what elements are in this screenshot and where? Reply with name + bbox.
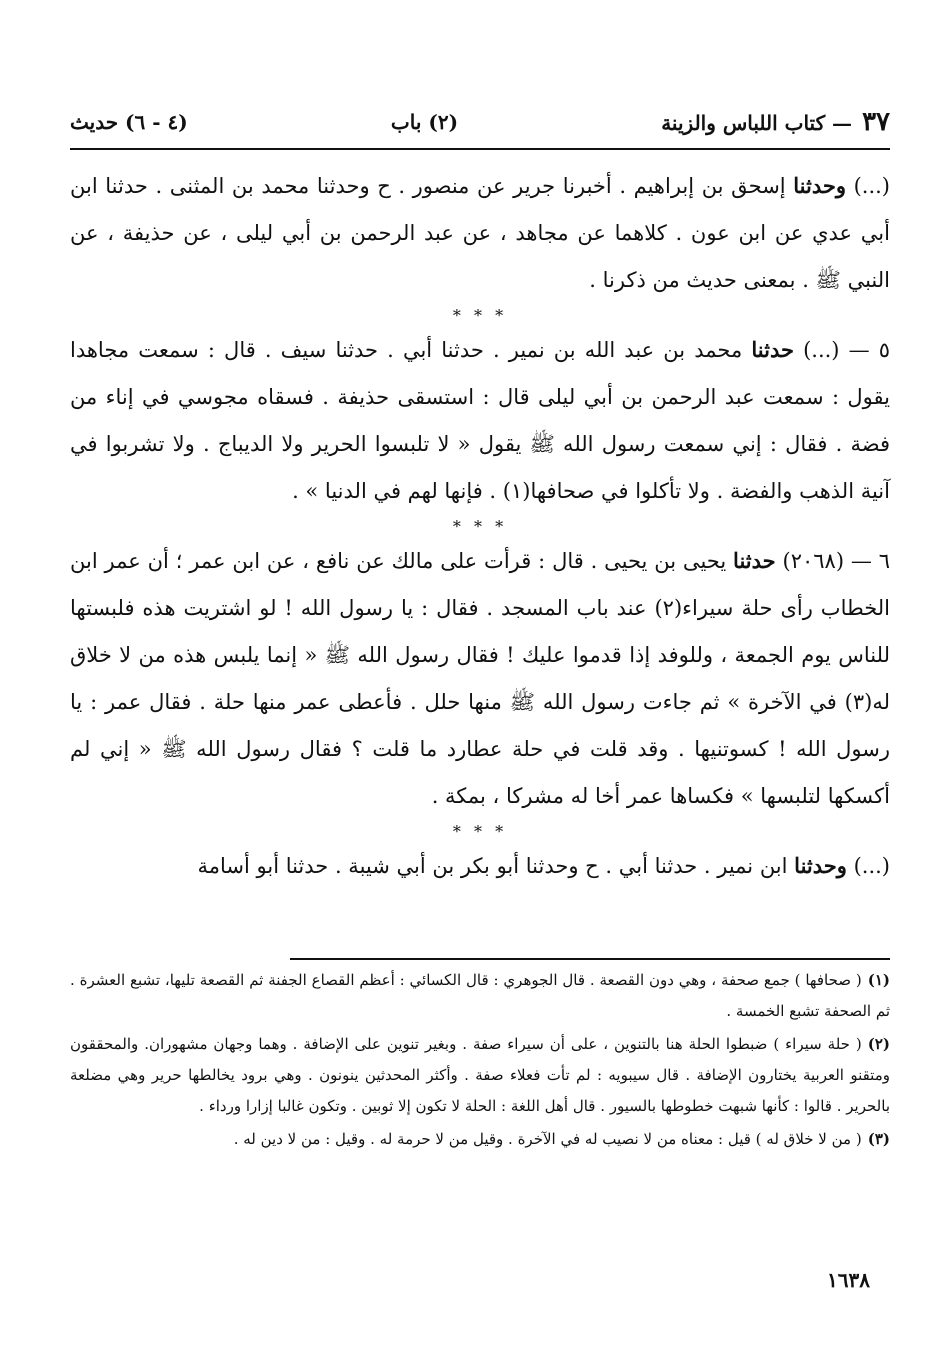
hadith-text: يحيى بن يحيى . قال : قرأت على مالك عن نافع ، عن ابن عمر ؛ أن عمر ابن الخطاب رأى حلة سيراء(٢) عند باب المسجد . فقال : يا رسول الله ! لو اشتريت هذه فلبستها للناس يوم الجمعة ، وللوفد إذا قدموا عليك ! فقال رسول الله ﷺ « إنما يلبس هذه من لا خلاق له(٣) في الآخرة » ثم جاءت رسول الله ﷺ منها حلل . فأعطى عمر منها حلة . فقال عمر : يا رسول الله ! كسوتنيها . وقد قلت في حلة عطارد ما قلت ؟ فقال رسول الله ﷺ « إني لم أكسكها لتلبسها » فكساها عمر أخا له مشركا ، بمكة . (70, 549, 890, 808)
narration-keyword: حدثنا (751, 337, 794, 362)
footnote-divider (290, 958, 890, 960)
hadith-prefix: ٥ — (...) (793, 338, 891, 362)
footnote-number: (١) (867, 971, 890, 989)
book-title: — كتاب اللباس والزينة (661, 111, 853, 135)
hadith-prefix: ٦ — (٢٠٦٨) (775, 549, 891, 573)
running-header (70, 100, 890, 144)
page-number: ١٦٣٨ (827, 1268, 870, 1292)
footnote-text: ( صحافها ) جمع صحفة ، وهي دون القصعة . قال الجوهري : قال الكسائي : أعظم القصاع الجفنة ثم القصعة تليها، تشبع العشرة . ثم الصحفة تشبع الخمسة . (70, 971, 890, 1020)
narration-keyword: وحدثنا (794, 853, 847, 878)
header-divider (70, 148, 890, 150)
footnote-text: ( حلة سيراء ) ضبطوا الحلة هنا بالتنوين ، على أن سيراء صفة . وبغير تنوين على الإضافة . وهما وجهان مشهوران. والمحققون ومتقنو العربية يختارون الإضافة . قال سيبويه : لم تأت فعلاء صفة . وأكثر المحدثين ينونون . وهي برود يخالطها حرير وهي مضلعة بالحرير . قالوا : كأنها شبهت خطوطها بالسيور . قال أهل اللغة : الحلة لا تكون إلا ثوبين . وتكون غالبا إزارا ورداء . (70, 1035, 890, 1115)
section-separator: * * * (452, 822, 508, 841)
hadith-prefix: (...) (846, 854, 890, 878)
section-separator: * * * (452, 517, 508, 536)
footnotes (70, 965, 890, 1157)
book-heading (661, 107, 890, 137)
section-separator: * * * (452, 306, 508, 325)
hadith-prefix: (...) (845, 174, 890, 198)
book-number: ٣٧ (862, 107, 890, 137)
hadith-text: محمد بن عبد الله بن نمير . حدثنا أبي . حدثنا سيف . قال : سمعت مجاهدا يقول : سمعت عبد الرحمن بن أبي ليلى قال : استسقى حذيفة . فسقاه مجوسي في إناء من فضة . فقال : إني سمعت رسول الله ﷺ يقول « لا تلبسوا الحرير ولا الديباج . ولا تشربوا في آنية الذهب والفضة . ولا تأكلوا في صحافها(١) . فإنها لهم في الدنيا » . (70, 338, 890, 503)
footnote-number: (٢) (867, 1035, 890, 1053)
footnote-number: (٣) (867, 1130, 890, 1148)
hadith-text: ابن نمير . حدثنا أبي . ح وحدثنا أبو بكر بن أبي شيبة . حدثنا أبو أسامة (197, 854, 795, 878)
hadith-range: (٤ - ٦) حديث (70, 110, 188, 134)
hadith-paragraph (70, 162, 890, 304)
footnote (70, 1124, 890, 1155)
hadith-text: إسحق بن إبراهيم . أخبرنا جرير عن منصور . ح وحدثنا محمد بن المثنى . حدثنا ابن أبي عدي عن ابن عون . كلاهما عن مجاهد ، عن عبد الرحمن بن أبي ليلى ، عن حذيفة ، عن النبي ﷺ . بمعنى حديث من ذكرنا . (70, 174, 890, 292)
footnote (70, 965, 890, 1027)
narration-keyword: حدثنا (733, 548, 776, 573)
hadith-paragraph (70, 326, 890, 515)
footnote-text: ( من لا خلاق له ) قيل : معناه من لا نصيب له في الآخرة . وقيل من لا حرمة له . وقيل : من لا دين له . (233, 1130, 862, 1148)
hadith-paragraph (70, 842, 890, 890)
main-text (70, 162, 890, 890)
narration-keyword: وحدثنا (793, 173, 846, 198)
footnote (70, 1029, 890, 1122)
hadith-paragraph (70, 537, 890, 820)
chapter-label: (٢) باب (390, 110, 459, 134)
